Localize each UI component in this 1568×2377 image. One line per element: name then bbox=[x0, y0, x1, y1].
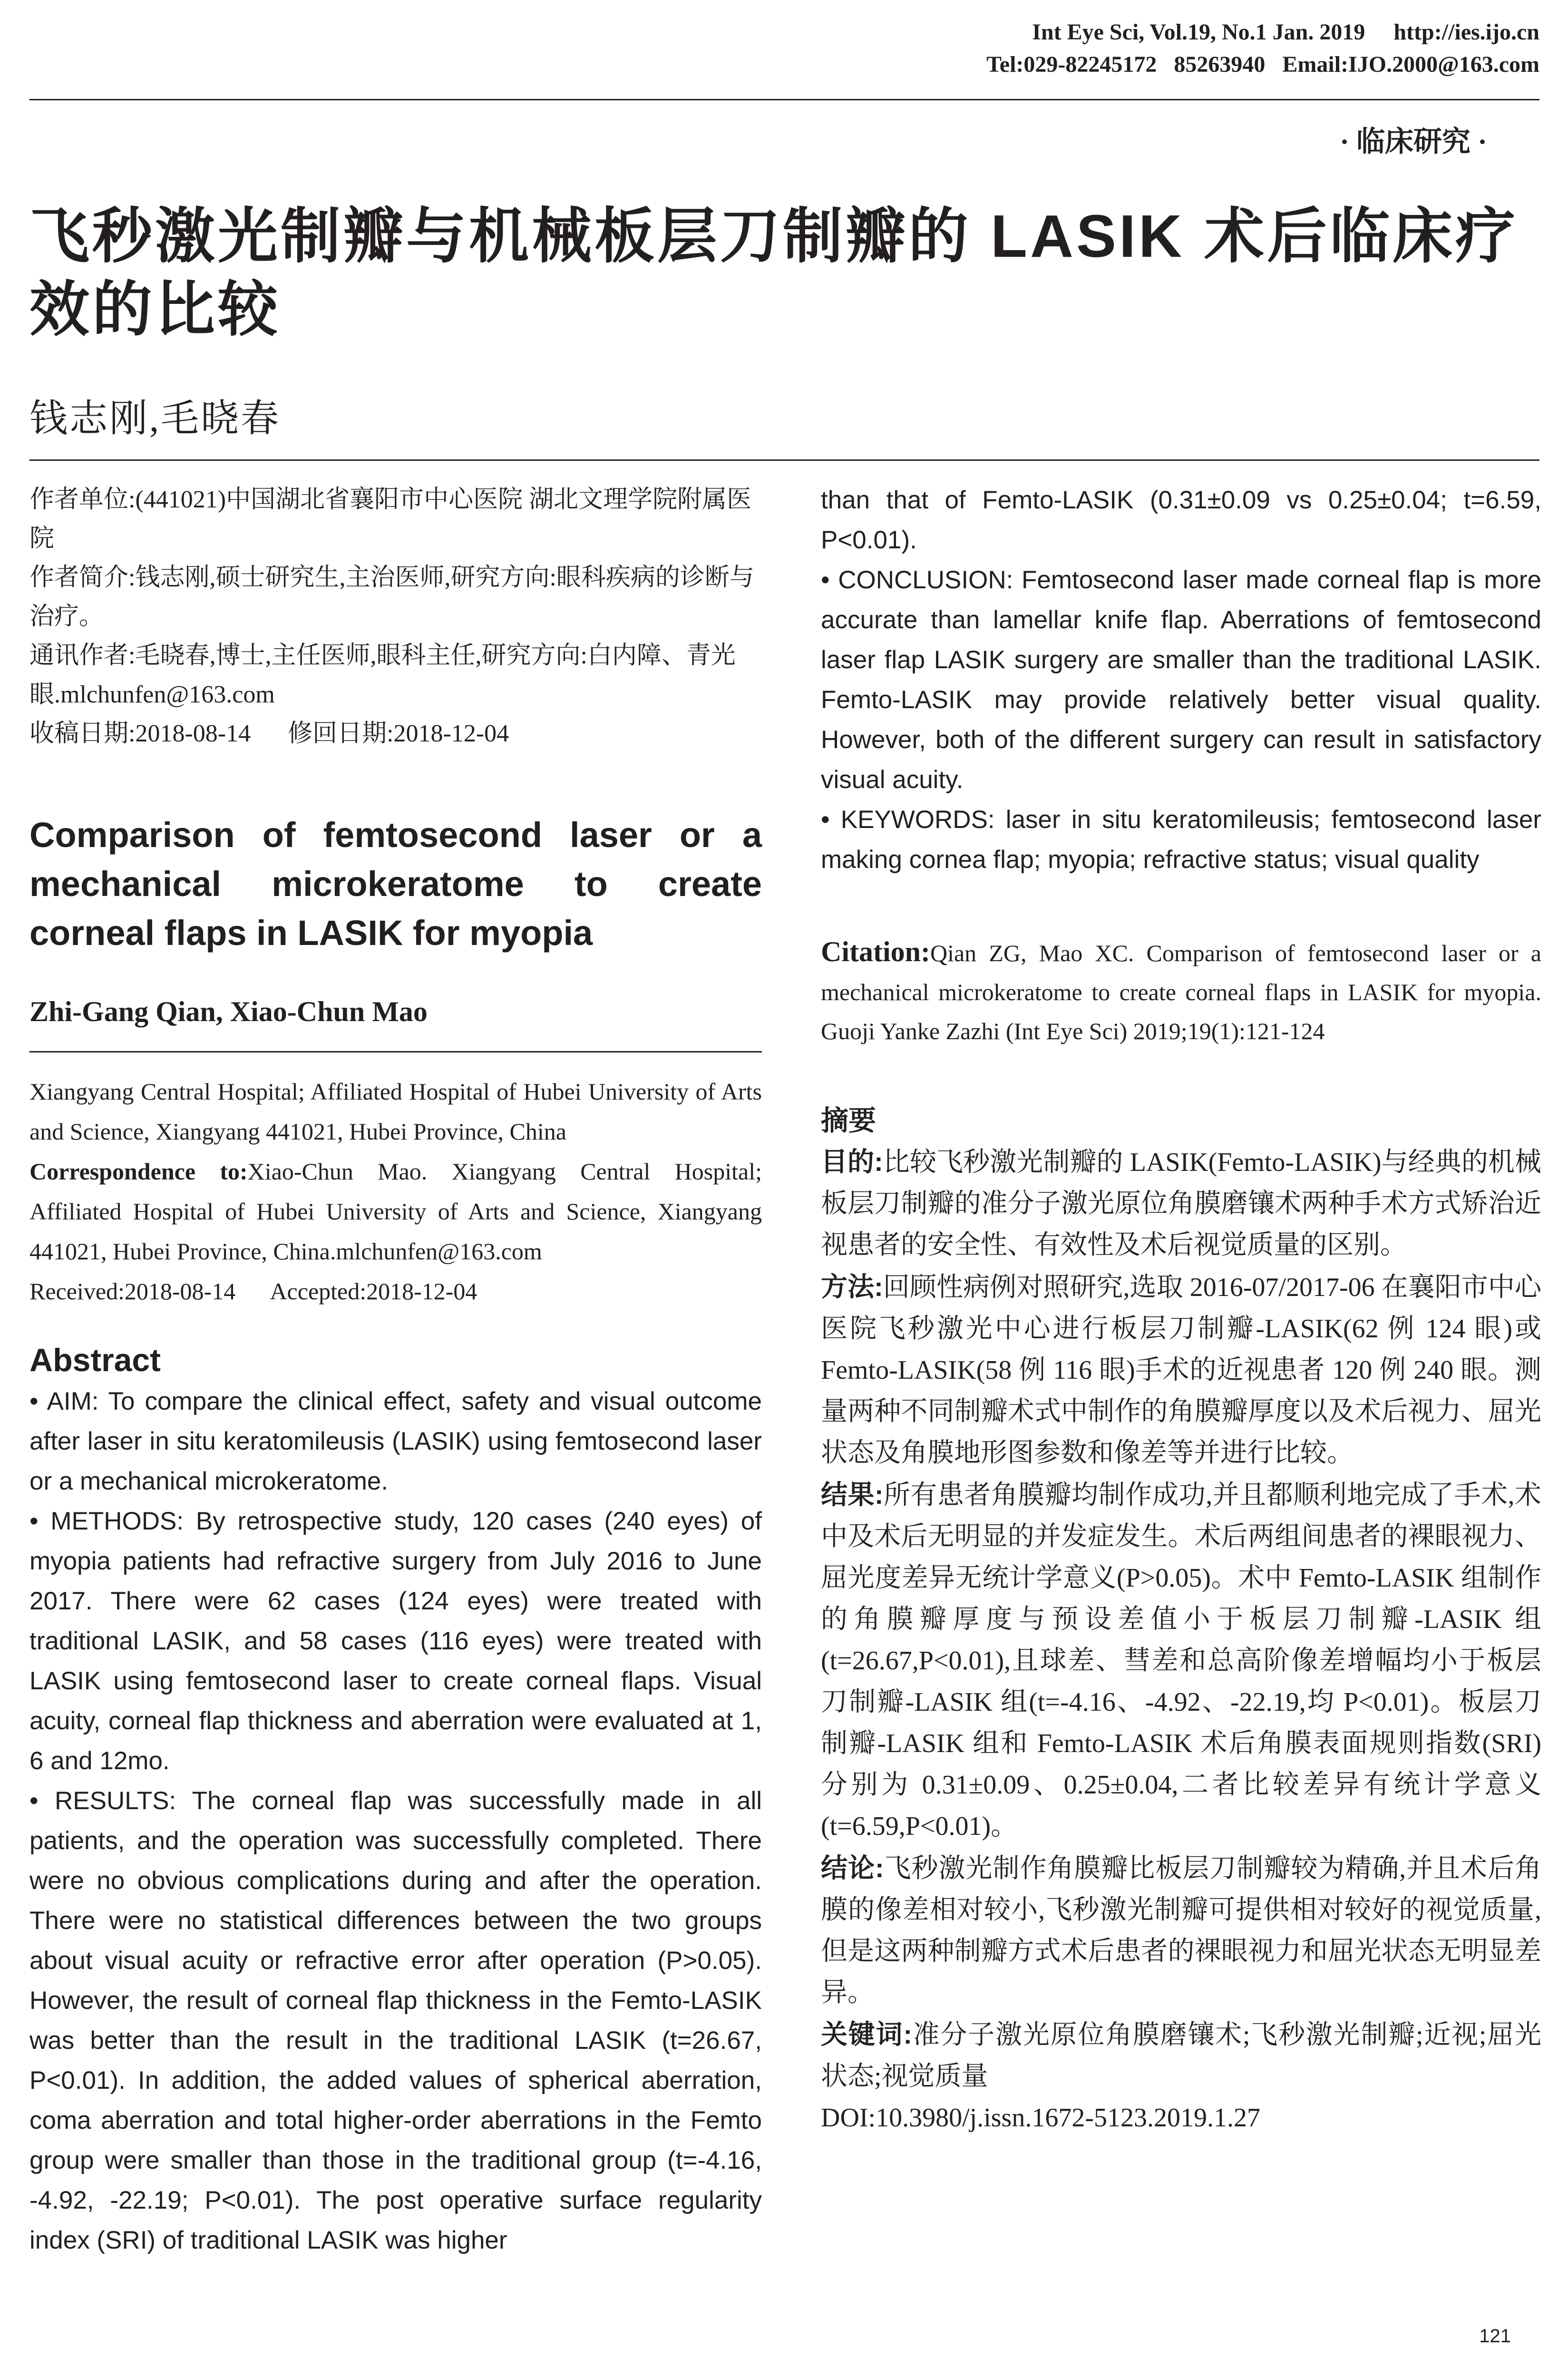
fangfa-text: 回顾性病例对照研究,选取 2016-07/2017-06 在襄阳市中心医院飞秒激光中心进行板层刀制瓣-LASIK(62 例 124 眼)或 Femto-LASIK(58 例 116 眼)手术的近视患者 120 例 240 眼。测量两种不同制瓣术式中制作的角膜瓣厚度以及术后视力、屈光状态及角膜地形图参数和像差等并进行比较。 bbox=[821, 1273, 1542, 1468]
affiliation-cn: 作者单位:(441021)中国湖北省襄阳市中心医院 湖北文理学院附属医院 bbox=[29, 486, 752, 552]
correspondence-cn: 通讯作者:毛晓春,博士,主任医师,眼科主任,研究方向:白内障、青光眼.mlchunfen@163.com bbox=[29, 642, 736, 708]
fangfa-label: 方法: bbox=[821, 1272, 883, 1302]
title-en: Comparison of femtosecond laser or a mechanical microkeratome to create corneal flaps in LASIK for myopia bbox=[29, 815, 762, 953]
author-info-cn bbox=[29, 480, 762, 753]
abstract-aim: • AIM: To compare the clinical effect, safety and visual outcome after laser in situ keratomileusis (LASIK) using femtosecond laser or a mechanical microkeratome. bbox=[29, 1382, 762, 1501]
abstract-methods: • METHODS: By retrospective study, 120 cases (240 eyes) of myopia patients had refractive surgery from July 2016 to June 2017. There were 62 cases (124 eyes) were treated with traditional LASIK, and 58 cases (116 eyes) were treated with LASIK using femtosecond laser to create corneal flaps. Visual acuity, corneal flap thickness and aberration were evaluated at 1, 6 and 12mo. bbox=[29, 1501, 762, 1781]
correspondence-label: Correspondence to: bbox=[29, 1158, 248, 1185]
correspondence-en bbox=[29, 1151, 762, 1271]
doi: DOI:10.3980/j.issn.1672-5123.2019.1.27 bbox=[821, 2103, 1260, 2133]
citation-text: Qian ZG, Mao XC. Comparison of femtosecond laser or a mechanical microkeratome to create corneal flaps in LASIK for myopia. Guoji Yanke Zazhi (Int Eye Sci) 2019;19(1):121-124 bbox=[821, 940, 1541, 1044]
journal-header-line2: Tel:029-82245172 85263940 Email:IJO.2000@163.com bbox=[986, 52, 1539, 77]
jieguo-label: 结果: bbox=[821, 1480, 884, 1510]
zhaiyao-mudi bbox=[821, 1141, 1541, 1266]
right-column bbox=[821, 480, 1541, 2139]
correspondence-text: Xiao-Chun Mao. Xiangyang Central Hospital; Affiliated Hospital of Hubei University of Arts and Science, Xiangyang 441021, Hubei Province, China.mlchunfen@163.com bbox=[29, 1158, 762, 1265]
journal-header bbox=[986, 16, 1539, 81]
authors-cn: 钱志刚,毛晓春 bbox=[29, 398, 281, 440]
received-accepted: Received:2018-08-14 Accepted:2018-12-04 bbox=[29, 1278, 477, 1305]
guanjianci-text: 准分子激光原位角膜磨镶术;飞秒激光制瓣;近视;屈光状态;视觉质量 bbox=[821, 2020, 1541, 2091]
jieguo-text: 所有患者角膜瓣均制作成功,并且都顺利地完成了手术,术中及术后无明显的并发症发生。术后两组间患者的裸眼视力、屈光度差异无统计学意义(P>0.05)。术中 Femto-LASIK 组制作的角膜瓣厚度与预设差值小于板层刀制瓣-LASIK 组(t=26.67,P<0.01),且球差、彗差和总高阶像差增幅均小于板层刀制瓣-LASIK 组(t=-4.16、-4.92、-22.19,均 P<0.01)。板层刀制瓣-LASIK 组和 Femto-LASIK 术后角膜表面规则指数(SRI)分别为 0.31±0.09、0.25±0.04,二者比较差异有统计学意义(t=6.59,P<0.01)。 bbox=[821, 1481, 1541, 1841]
zhaiyao-heading: 摘要 bbox=[821, 1105, 877, 1136]
left-column bbox=[29, 480, 762, 2260]
abstract-results-continued: than that of Femto-LASIK (0.31±0.09 vs 0.25±0.04; t=6.59, P<0.01). bbox=[821, 486, 1541, 554]
mudi-label: 目的: bbox=[821, 1147, 883, 1177]
abstract-conclusion: • CONCLUSION: Femtosecond laser made corneal flap is more accurate than lamellar knife flap. Aberrations of femtosecond laser flap LASIK surgery are smaller than the traditional LASIK. Femto-LASIK may provide relatively better visual quality. However, both of the different surgery can result in satisfactory visual acuity. bbox=[821, 560, 1541, 800]
jielun-label: 结论: bbox=[821, 1853, 884, 1883]
author-bio-cn: 作者简介:钱志刚,硕士研究生,主治医师,研究方向:眼科疾病的诊断与治疗。 bbox=[29, 564, 754, 630]
citation-label: Citation: bbox=[821, 936, 930, 967]
zhaiyao-jielun bbox=[821, 1847, 1541, 2014]
affiliation-en: Xiangyang Central Hospital; Affiliated Hospital of Hubei University of Arts and Science, Xiangyang 441021, Hubei Province, China bbox=[29, 1078, 762, 1145]
dates-cn: 收稿日期:2018-08-14 修回日期:2018-12-04 bbox=[29, 720, 509, 747]
page-title: 飞秒激光制瓣与机械板层刀制瓣的 LASIK 术后临床疗效的比较 bbox=[29, 203, 1519, 343]
affiliation-en-block bbox=[29, 1072, 762, 1311]
jielun-text: 飞秒激光制作角膜瓣比板层刀制瓣较为精确,并且术后角膜的像差相对较小,飞秒激光制瓣可提供相对较好的视觉质量,但是这两种制瓣方式术后患者的裸眼视力和屈光状态无明显差异。 bbox=[821, 1854, 1542, 2007]
abstract-results: • RESULTS: The corneal flap was successfully made in all patients, and the operation was successfully completed. There were no obvious complications during and after the operation. There were no statistical differences between the two groups about visual acuity or refractive error after operation (P>0.05). However, the result of corneal flap thickness in the Femto-LASIK was better than the result in the traditional LASIK (t=26.67, P<0.01). In addition, the added values of spherical aberration, coma aberration and total higher-order aberrations in the Femto group were smaller than those in the traditional group (t=-4.16, -4.92, -22.19; P<0.01). The post operative surface regularity index (SRI) of traditional LASIK was higher bbox=[29, 1781, 762, 2260]
journal-header-line1: Int Eye Sci, Vol.19, No.1 Jan. 2019 http://ies.ijo.cn bbox=[1032, 19, 1539, 45]
authors-en: Zhi-Gang Qian, Xiao-Chun Mao bbox=[29, 996, 428, 1027]
abstract-body bbox=[29, 1382, 762, 2260]
abstract-keywords: • KEYWORDS: laser in situ keratomileusis; femtosecond laser making cornea flap; myopia; refractive status; visual quality bbox=[821, 800, 1541, 880]
abstract-heading: Abstract bbox=[29, 1342, 161, 1378]
zhaiyao-fangfa bbox=[821, 1266, 1541, 1474]
zhaiyao-keywords bbox=[821, 2014, 1541, 2097]
mudi-text: 比较飞秒激光制瓣的 LASIK(Femto-LASIK)与经典的机械板层刀制瓣的准分子激光原位角膜磨镶术两种手术方式矫治近视患者的安全性、有效性及术后视觉质量的区别。 bbox=[821, 1148, 1541, 1260]
section-label: · 临床研究 · bbox=[1339, 126, 1487, 157]
guanjianci-label: 关键词: bbox=[821, 2019, 912, 2049]
authors-rule bbox=[29, 1051, 762, 1052]
header-rule bbox=[29, 99, 1539, 100]
title-rule bbox=[29, 459, 1539, 461]
citation bbox=[821, 932, 1541, 1051]
zhaiyao-body bbox=[821, 1141, 1541, 2139]
page-number: 121 bbox=[1479, 2326, 1511, 2347]
abstract-continued bbox=[821, 480, 1541, 880]
zhaiyao-jieguo bbox=[821, 1474, 1541, 1847]
